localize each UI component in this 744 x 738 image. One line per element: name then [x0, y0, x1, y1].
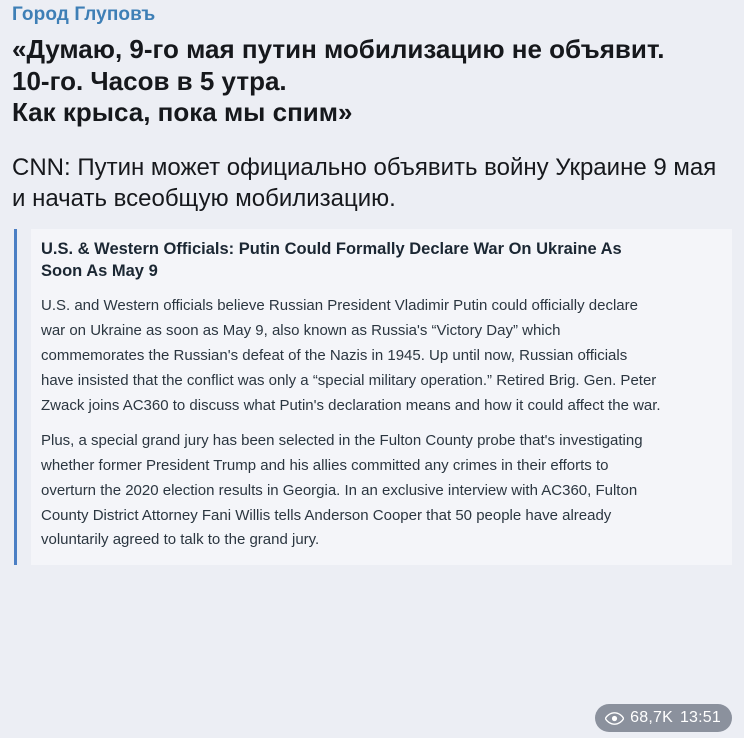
quote-block [0, 28, 744, 129]
message-time: 13:51 [679, 709, 721, 726]
channel-name[interactable]: Город Глуповъ [12, 4, 156, 25]
spacer [0, 129, 744, 143]
message-meta [595, 704, 732, 732]
eye-icon [605, 712, 624, 725]
preview-card[interactable] [31, 229, 732, 566]
message-footer [0, 698, 744, 738]
quote-line: Как крыса, пока мы спим» [12, 97, 353, 128]
view-count-label: 68,7K [630, 709, 673, 726]
preview-paragraph: U.S. and Western officials believe Russian President Vladimir Putin could officially declare war on Ukraine as soon as May 9, also known as Russia's “Victory Day” which commemorates the Russian's defeat of the Nazis in 1945. Up until now, Russian officials have insisted that the conflict was only a “special military operation.” Retired Brig. Gen. Peter Zwack joins AC360 to discuss what Putin's declaration means and how it could affect the war. [41, 297, 661, 415]
message-body: CNN: Путин может официально объявить войну Украине 9 мая и начать всеобщую мобилизацию. [12, 154, 717, 212]
link-preview[interactable] [14, 229, 732, 566]
view-count [605, 709, 673, 727]
preview-title: U.S. & Western Officials: Putin Could Formally Declare War On Ukraine As Soon As May 9 [41, 239, 622, 280]
preview-paragraph: Plus, a special grand jury has been selected in the Fulton County probe that's investigating whether former President Trump and his allies committed any crimes in their efforts to overturn the 2020 election results in Georgia. In an exclusive interview with AC360, Fulton County District Attorney Fani Willis tells Anderson Cooper that 50 people have already voluntarily agreed to talk to the grand jury. [41, 431, 643, 549]
quote-line: 10-го. Часов в 5 утра. [12, 65, 287, 96]
quote-line: «Думаю, 9-го мая путин мобилизацию не объявит. [12, 34, 665, 64]
